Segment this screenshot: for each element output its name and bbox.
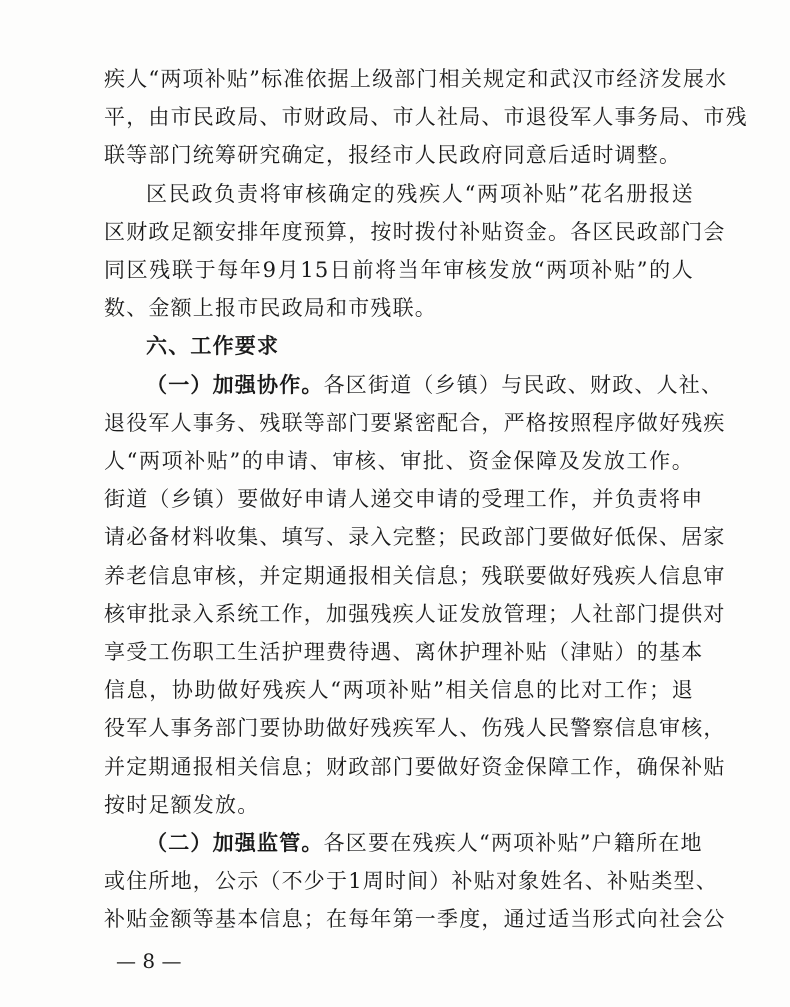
body-text-line: 享受工伤职工生活护理费待遇、离休护理补贴（津贴）的基本 bbox=[104, 640, 704, 664]
body-text-line bbox=[146, 828, 703, 858]
body-text-line: 平，由市民政局、市财政局、市人社局、市退役军人事务局、市残 bbox=[104, 105, 748, 130]
section-heading: 六、工作要求 bbox=[146, 334, 280, 359]
body-text-line: 街道（乡镇）要做好申请人递交申请的受理工作，并负责将申 bbox=[104, 487, 704, 512]
body-text-line: 补贴金额等基本信息；在每年第一季度，通过适当形式向社会公 bbox=[104, 907, 726, 932]
page-number: — 8 — bbox=[116, 948, 182, 973]
body-text-line: 按时足额发放。 bbox=[104, 792, 260, 817]
subheading-run: （二）加强监管。 bbox=[146, 831, 324, 855]
body-text-line bbox=[146, 370, 724, 400]
body-text-line: 请必备材料收集、填写、录入完整；民政部门要做好低保、居家 bbox=[104, 525, 726, 550]
body-text-line: 核审批录入系统工作，加强残疾人证发放管理；人社部门提供对 bbox=[104, 601, 726, 626]
body-text-line: 联等部门统筹研究确定，报经市人民政府同意后适时调整。 bbox=[104, 143, 682, 168]
body-text-line: 养老信息审核，并定期通报相关信息；残联要做好残疾人信息审 bbox=[104, 563, 726, 588]
body-text-line: 人“两项补贴”的申请、审核、审批、资金保障及发放工作。 bbox=[104, 449, 694, 473]
body-text-line: 役军人事务部门要协助做好残疾军人、伤残人民警察信息审核， bbox=[104, 716, 726, 741]
body-text-line: 区民政负责将审核确定的残疾人“两项补贴”花名册报送 bbox=[146, 181, 694, 206]
body-text-line: 或住所地，公示（不少于1周时间）补贴对象姓名、补贴类型、 bbox=[104, 869, 718, 894]
body-text-line: 区财政足额安排年度预算，按时拨付补贴资金。各区民政部门会 bbox=[104, 219, 726, 244]
body-text-line: 数、金额上报市民政局和市残联。 bbox=[104, 296, 437, 321]
body-text-run: 各区街道（乡镇）与民政、财政、人社、 bbox=[323, 372, 724, 397]
body-text-line: 并定期通报相关信息；财政部门要做好资金保障工作，确保补贴 bbox=[104, 754, 726, 779]
subheading-run: （一）加强协作。 bbox=[146, 372, 324, 397]
body-text-line: 同区残联于每年9月15日前将当年审核发放“两项补贴”的人 bbox=[104, 258, 694, 282]
body-text-run: 各区要在残疾人“两项补贴”户籍所在地 bbox=[323, 831, 703, 855]
body-text-line: 信息，协助做好残疾人“两项补贴”相关信息的比对工作；退 bbox=[104, 678, 694, 703]
body-text-line: 退役军人事务、残联等部门要紧密配合，严格按照程序做好残疾 bbox=[104, 410, 726, 435]
body-text-line: 疾人“两项补贴”标准依据上级部门相关规定和武汉市经济发展水 bbox=[104, 67, 728, 91]
